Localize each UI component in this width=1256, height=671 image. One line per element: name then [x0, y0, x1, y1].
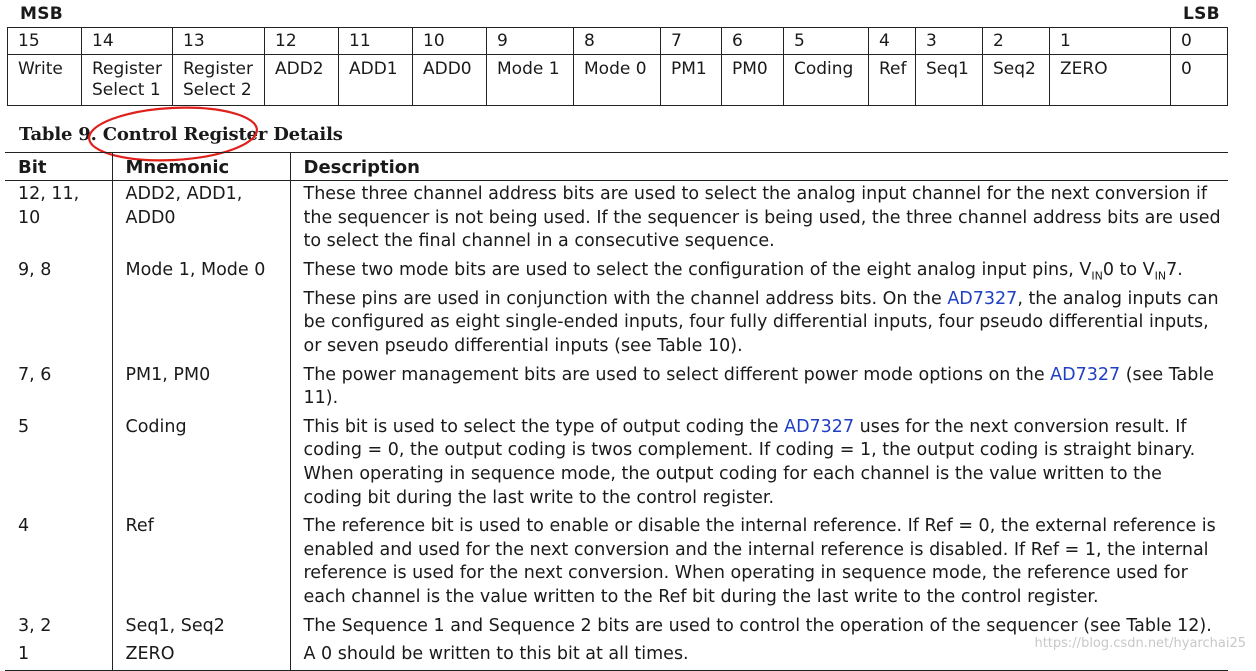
- bit-number-cell: 14: [82, 28, 173, 55]
- row-mnemonic: Seq1, Seq2: [112, 613, 290, 642]
- bit-name-cell: Write: [8, 55, 82, 106]
- table-row: [5, 414, 1228, 513]
- row-bit: 1: [5, 641, 112, 670]
- bit-number-cell: 0: [1171, 28, 1228, 55]
- bit-name-row: [8, 55, 1228, 106]
- bit-name-cell: ADD0: [413, 55, 487, 106]
- bit-number-cell: 13: [173, 28, 265, 55]
- register-bit-map: [7, 27, 1228, 106]
- control-register-details-table: [5, 152, 1228, 671]
- row-bit: 3, 2: [18, 615, 52, 636]
- row-description: These three channel address bits are used to select the analog input channel for the next conversion if the sequencer is not being used. If the sequencer is being used, the three channel address bits are used to select the final channel in a consecutive sequence.: [290, 181, 1228, 257]
- bit-number-cell: 9: [487, 28, 574, 55]
- bit-name-cell: ZERO: [1050, 55, 1171, 106]
- caption-suffix: Details: [273, 124, 343, 145]
- desc-text: (see Table 11).: [303, 364, 1214, 409]
- subscript-in: IN: [1154, 269, 1167, 283]
- bit-name-cell: Seq2: [983, 55, 1050, 106]
- bit-name-cell: 0: [1171, 55, 1228, 106]
- bit-number-cell: 8: [574, 28, 661, 55]
- bit-number-cell: 6: [722, 28, 784, 55]
- desc-text: uses for the next conversion result. If coding = 0, the output coding is twos complement. If coding = 1, the output coding is straight binary. When operating in sequence mode, the output coding for each channel is the value written to the coding bit during the last write to the control register.: [303, 416, 1196, 508]
- caption-highlight: Control Register: [102, 124, 268, 145]
- desc-text: These two mode bits are used to select the configuration of the eight analog input pins, V: [303, 259, 1092, 280]
- caption-prefix: Table 9.: [19, 124, 97, 145]
- bit-name-cell: Seq1: [916, 55, 983, 106]
- row-description: [290, 257, 1228, 362]
- row-mnemonic: Ref: [112, 513, 290, 612]
- desc-text: 7. These pins are used in conjunction with the channel address bits. On the: [303, 259, 1183, 309]
- ad7327-link[interactable]: AD7327: [784, 416, 855, 437]
- row-bit: 7, 6: [18, 364, 52, 385]
- bit-number-cell: 15: [8, 28, 82, 55]
- msb-label: MSB: [20, 4, 64, 24]
- row-description: A 0 should be written to this bit at all times.: [290, 641, 1228, 670]
- row-bit: 5: [18, 416, 30, 437]
- bit-number-cell: 11: [339, 28, 413, 55]
- row-mnemonic: Coding: [112, 414, 290, 513]
- ad7327-link[interactable]: AD7327: [1050, 364, 1121, 385]
- lsb-label: LSB: [1183, 4, 1220, 24]
- bit-name-cell: Ref: [869, 55, 916, 106]
- watermark: https://blog.csdn.net/hyarchai25: [1034, 636, 1246, 651]
- bit-name-cell: ADD2: [265, 55, 339, 106]
- row-mnemonic: ADD2, ADD1, ADD0: [112, 181, 290, 257]
- row-mnemonic: ZERO: [112, 641, 290, 670]
- desc-text: This bit is used to select the type of output coding the: [303, 416, 785, 437]
- bit-number-cell: 12: [265, 28, 339, 55]
- bit-number-cell: 2: [983, 28, 1050, 55]
- bit-name-cell: Register Select 1: [82, 55, 173, 106]
- table-row: [5, 513, 1228, 612]
- row-description: [290, 414, 1228, 513]
- bit-name-cell: Mode 0: [574, 55, 661, 106]
- ad7327-link[interactable]: AD7327: [947, 288, 1018, 309]
- bit-number-row: [8, 28, 1228, 55]
- bit-name-cell: PM0: [722, 55, 784, 106]
- row-mnemonic: PM1, PM0: [112, 362, 290, 414]
- header-description: Description: [290, 153, 1228, 181]
- row-description: The Sequence 1 and Sequence 2 bits are used to control the operation of the sequencer (see Table 12).: [290, 613, 1228, 642]
- desc-text: , the analog inputs can be configured as eight single-ended inputs, four fully differential inputs, four pseudo differential inputs, or seven pseudo differential inputs (see Table 10).: [303, 288, 1219, 357]
- row-description: The reference bit is used to enable or disable the internal reference. If Ref = 0, the external reference is enabled and used for the next conversion and the internal reference is disabled. If Ref = 1, the internal reference is used for the next conversion. When operating in sequence mode, the reference used for each channel is the value written to the Ref bit during the last write to the control register.: [290, 513, 1228, 612]
- table-row: [5, 181, 1228, 257]
- bit-number-cell: 10: [413, 28, 487, 55]
- table-header-row: [5, 153, 1228, 181]
- desc-text: 0 to V: [1102, 259, 1155, 280]
- table-row: [5, 362, 1228, 414]
- bit-name-cell: Mode 1: [487, 55, 574, 106]
- header-mnemonic: Mnemonic: [112, 153, 290, 181]
- bit-number-cell: 1: [1050, 28, 1171, 55]
- bit-name-cell: PM1: [661, 55, 722, 106]
- bit-name-cell: Coding: [784, 55, 869, 106]
- table-caption: [19, 124, 343, 145]
- bit-name-cell: Register Select 2: [173, 55, 265, 106]
- bit-number-cell: 4: [869, 28, 916, 55]
- row-mnemonic: Mode 1, Mode 0: [112, 257, 290, 362]
- row-bit: 12, 11, 10: [18, 184, 80, 228]
- bit-number-cell: 3: [916, 28, 983, 55]
- bit-name-cell: ADD1: [339, 55, 413, 106]
- table-row: [5, 257, 1228, 362]
- bit-number-cell: 7: [661, 28, 722, 55]
- subscript-in: IN: [1091, 269, 1103, 283]
- header-bit: Bit: [5, 153, 112, 181]
- row-description: [290, 362, 1228, 414]
- row-bit: 9, 8: [18, 259, 52, 280]
- row-bit: 4: [18, 516, 30, 537]
- desc-text: The power management bits are used to select different power mode options on the: [303, 364, 1051, 385]
- bit-number-cell: 5: [784, 28, 869, 55]
